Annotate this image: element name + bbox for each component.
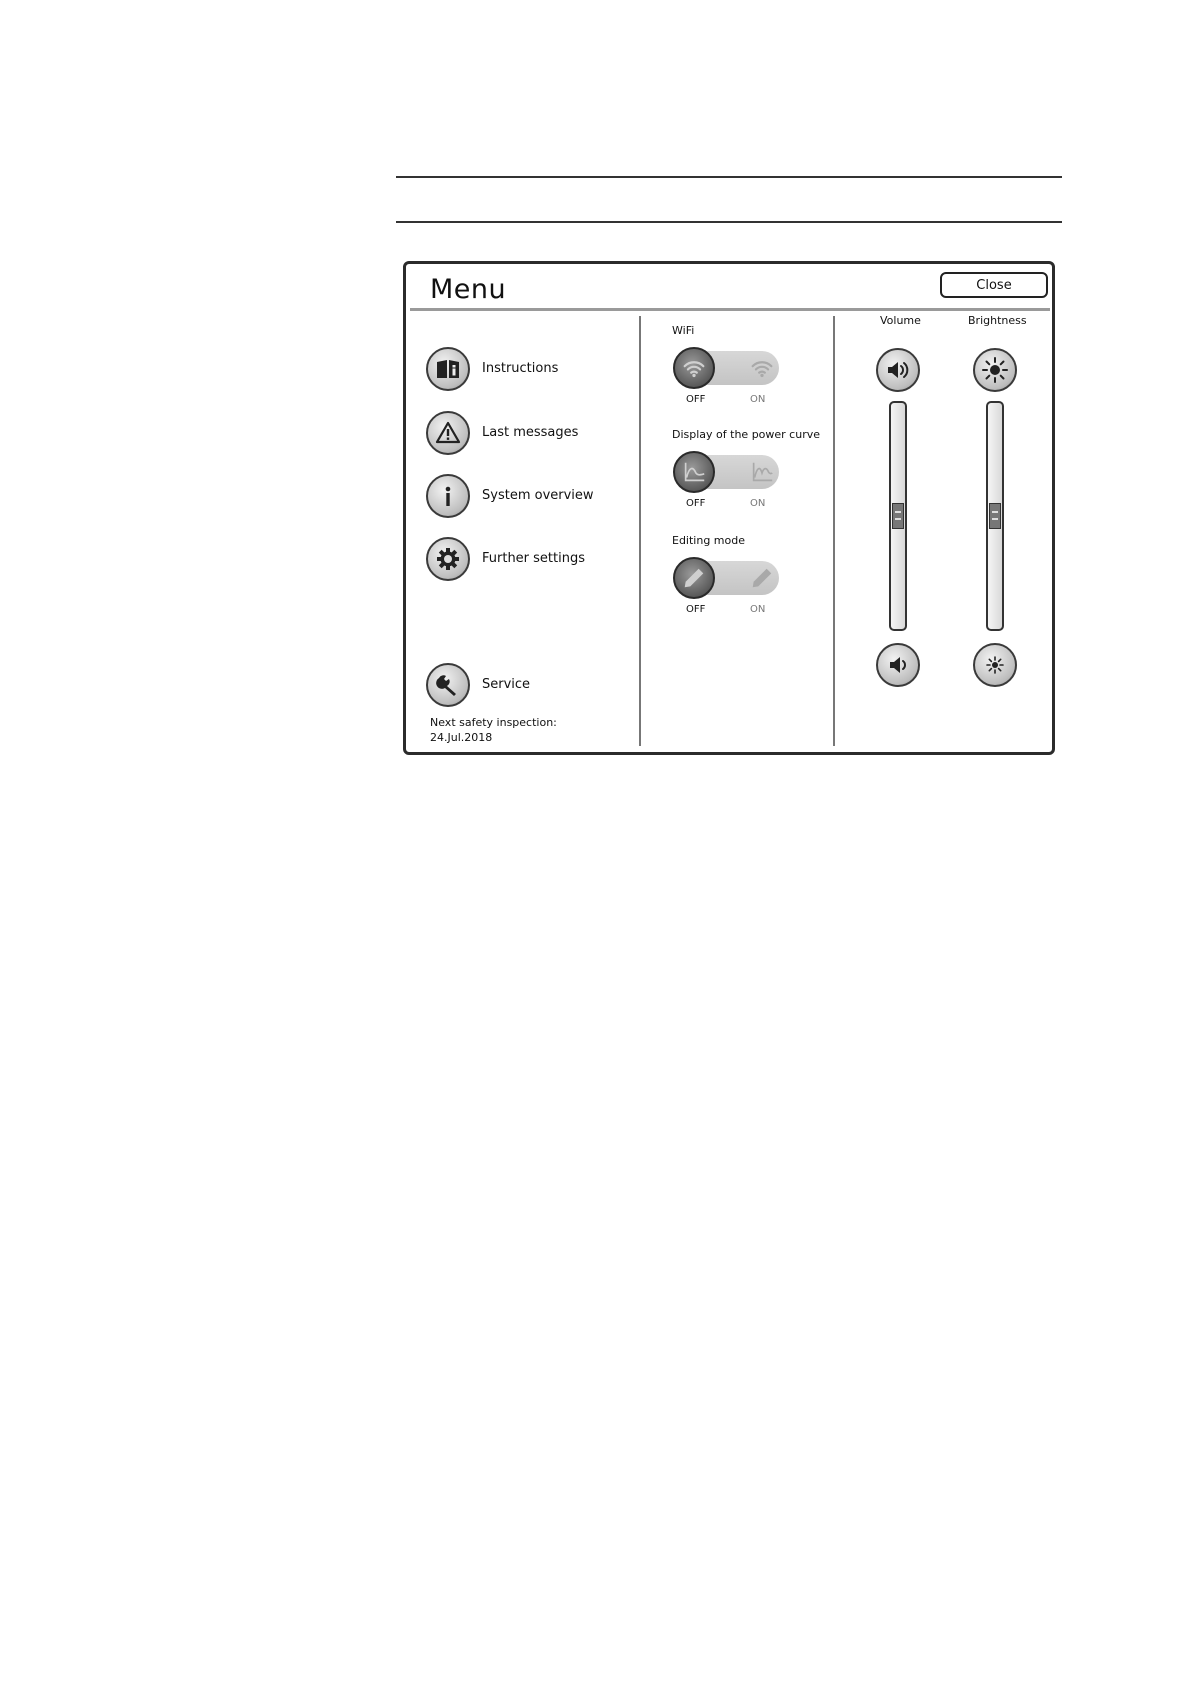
power-curve-toggle-knob[interactable] <box>673 451 715 493</box>
warning-triangle-icon <box>434 419 462 447</box>
volume-up-icon <box>884 356 912 384</box>
gear-icon <box>434 545 462 573</box>
pencil-icon <box>749 565 775 591</box>
menu-item-instructions[interactable]: Instructions <box>482 361 559 376</box>
wifi-icon <box>749 355 775 381</box>
wifi-icon <box>681 355 707 381</box>
editing-mode-on-label: ON <box>750 604 766 615</box>
wifi-on-position <box>743 349 781 387</box>
power-curve-on-position <box>743 453 781 491</box>
volume-up-button[interactable] <box>876 348 920 392</box>
further-settings-button[interactable] <box>426 537 470 581</box>
brightness-up-icon <box>981 356 1009 384</box>
brightness-label: Brightness <box>968 314 1027 327</box>
bottom-rule <box>396 221 1062 223</box>
wifi-off-label: OFF <box>686 394 706 405</box>
column-divider-left <box>639 316 641 746</box>
page-title: Menu <box>430 274 507 305</box>
inspection-date: 24.Jul.2018 <box>430 731 493 744</box>
column-divider-right <box>833 316 835 746</box>
close-button[interactable]: Close <box>940 272 1048 298</box>
wrench-icon <box>434 671 462 699</box>
last-messages-button[interactable] <box>426 411 470 455</box>
power-curve-on-label: ON <box>750 498 766 509</box>
power-curve-icon <box>749 459 775 485</box>
service-button[interactable] <box>426 663 470 707</box>
editing-mode-toggle-label: Editing mode <box>672 534 746 547</box>
power-curve-icon <box>681 459 707 485</box>
volume-slider[interactable] <box>889 401 907 631</box>
brightness-down-icon <box>981 651 1009 679</box>
volume-down-button[interactable] <box>876 643 920 687</box>
pencil-icon <box>681 565 707 591</box>
volume-down-icon <box>884 651 912 679</box>
wifi-toggle[interactable] <box>673 347 781 389</box>
menu-item-service[interactable]: Service <box>482 677 531 692</box>
menu-window <box>403 261 1055 755</box>
volume-slider-thumb[interactable] <box>892 503 904 529</box>
power-curve-toggle-label: Display of the power curve <box>672 428 821 441</box>
brightness-slider-thumb[interactable] <box>989 503 1001 529</box>
brightness-up-button[interactable] <box>973 348 1017 392</box>
editing-mode-toggle-knob[interactable] <box>673 557 715 599</box>
top-rule <box>396 176 1062 178</box>
wifi-toggle-label: WiFi <box>672 324 695 337</box>
power-curve-toggle[interactable] <box>673 451 781 493</box>
info-icon <box>434 482 462 510</box>
menu-item-system-overview[interactable]: System overview <box>482 488 594 503</box>
menu-item-last-messages[interactable]: Last messages <box>482 425 579 440</box>
power-curve-off-label: OFF <box>686 498 706 509</box>
editing-mode-toggle[interactable] <box>673 557 781 599</box>
header-divider <box>410 308 1050 311</box>
instructions-button[interactable] <box>426 347 470 391</box>
system-overview-button[interactable] <box>426 474 470 518</box>
editing-mode-on-position <box>743 559 781 597</box>
wifi-on-label: ON <box>750 394 766 405</box>
wifi-toggle-knob[interactable] <box>673 347 715 389</box>
volume-label: Volume <box>880 314 921 327</box>
book-info-icon <box>434 355 462 383</box>
inspection-label: Next safety inspection: <box>430 716 557 729</box>
editing-mode-off-label: OFF <box>686 604 706 615</box>
menu-item-further-settings[interactable]: Further settings <box>482 551 586 566</box>
brightness-slider[interactable] <box>986 401 1004 631</box>
brightness-down-button[interactable] <box>973 643 1017 687</box>
